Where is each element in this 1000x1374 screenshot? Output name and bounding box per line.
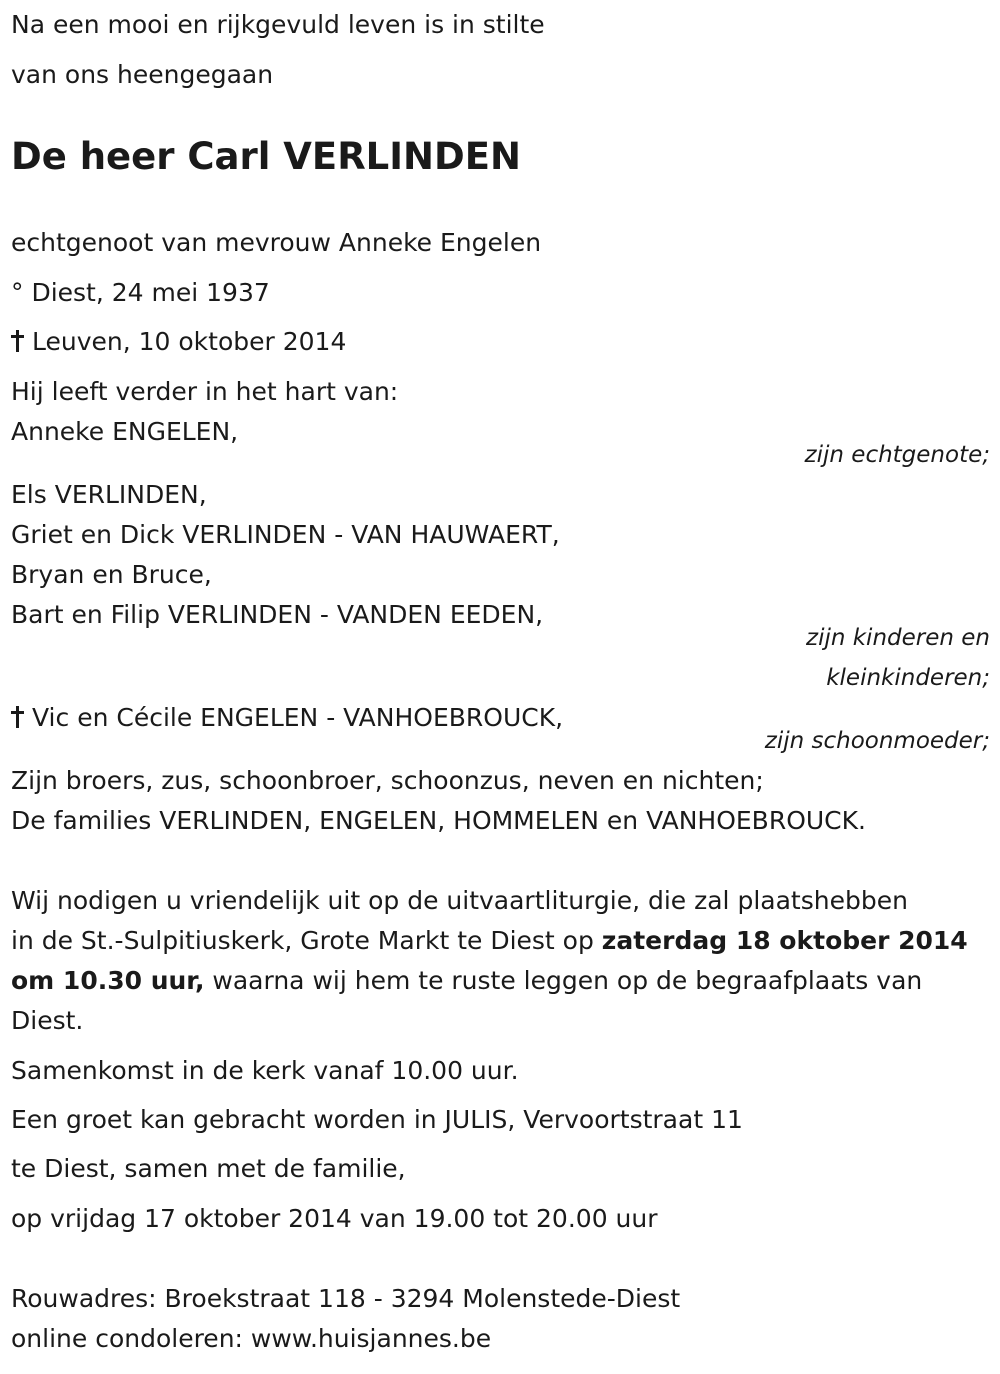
funeral-church: in de St.-Sulpitiuskerk, Grote Markt te Diest op bbox=[11, 926, 602, 955]
death-line bbox=[11, 327, 346, 357]
funeral-line-3 bbox=[11, 966, 922, 996]
birth-line: ° Diest, 24 mei 1937 bbox=[11, 278, 270, 307]
spouse-line: echtgenoot van mevrouw Anneke Engelen bbox=[11, 228, 542, 257]
cross-icon bbox=[11, 706, 24, 728]
gathering-line: Samenkomst in de kerk vanaf 10.00 uur. bbox=[11, 1056, 519, 1085]
intro-line-1: Na een mooi en rijkgevuld leven is in stilte bbox=[11, 10, 545, 39]
children-role-2: kleinkinderen; bbox=[826, 665, 990, 691]
mother-in-law-name: Vic en Cécile ENGELEN - VANHOEBROUCK, bbox=[32, 703, 564, 732]
greeting-line-3: op vrijdag 17 oktober 2014 van 19.00 tot 20.00 uur bbox=[11, 1204, 658, 1233]
funeral-line-2 bbox=[11, 926, 968, 956]
mother-in-law-role: zijn schoonmoeder; bbox=[764, 728, 990, 754]
condolence-line: online condoleren: www.huisjannes.be bbox=[11, 1324, 492, 1353]
funeral-date: zaterdag 18 oktober 2014 bbox=[601, 926, 968, 955]
child-line-4: Bart en Filip VERLINDEN - VANDEN EEDEN, bbox=[11, 600, 544, 629]
greeting-line-2: te Diest, samen met de familie, bbox=[11, 1154, 406, 1183]
relatives-line: Zijn broers, zus, schoonbroer, schoonzus, neven en nichten; bbox=[11, 766, 764, 795]
spouse-role: zijn echtgenote; bbox=[804, 442, 990, 468]
address-line: Rouwadres: Broekstraat 118 - 3294 Molenstede-Diest bbox=[11, 1284, 681, 1313]
funeral-line-1: Wij nodigen u vriendelijk uit op de uitvaartliturgie, die zal plaatshebben bbox=[11, 886, 908, 915]
deceased-name: De heer Carl VERLINDEN bbox=[11, 135, 521, 178]
child-line-1: Els VERLINDEN, bbox=[11, 480, 207, 509]
intro-line-2: van ons heengegaan bbox=[11, 60, 274, 89]
greeting-line-1: Een groet kan gebracht worden in JULIS, Vervoortstraat 11 bbox=[11, 1105, 743, 1134]
families-line: De families VERLINDEN, ENGELEN, HOMMELEN en VANHOEBROUCK. bbox=[11, 806, 866, 835]
mother-in-law-line bbox=[11, 703, 563, 733]
child-line-3: Bryan en Bruce, bbox=[11, 560, 212, 589]
cross-icon bbox=[11, 330, 24, 352]
children-role-1: zijn kinderen en bbox=[806, 625, 990, 651]
funeral-time: om 10.30 uur, bbox=[11, 966, 205, 995]
survivors-heading: Hij leeft verder in het hart van: bbox=[11, 377, 399, 406]
child-line-2: Griet en Dick VERLINDEN - VAN HAUWAERT, bbox=[11, 520, 560, 549]
death-place-date: Leuven, 10 oktober 2014 bbox=[32, 327, 347, 356]
spouse-name: Anneke ENGELEN, bbox=[11, 417, 239, 446]
funeral-burial: waarna wij hem te ruste leggen op de begraafplaats van bbox=[204, 966, 923, 995]
funeral-line-4: Diest. bbox=[11, 1006, 84, 1035]
